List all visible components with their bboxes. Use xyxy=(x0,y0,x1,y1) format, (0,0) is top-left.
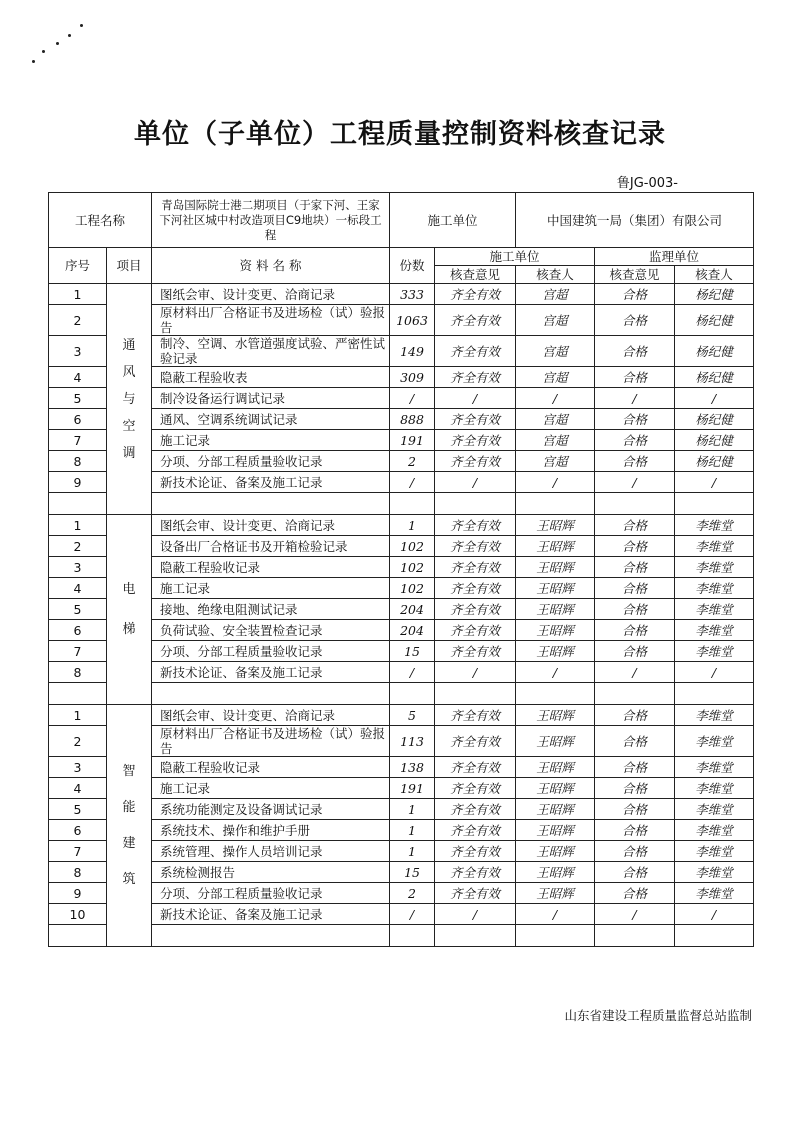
blank-cell xyxy=(49,493,107,515)
blank-row xyxy=(49,493,754,515)
row-contractor-checker: 王昭辉 xyxy=(516,820,595,841)
row-contractor-opinion: 齐全有效 xyxy=(435,820,516,841)
row-contractor-checker: 王昭辉 xyxy=(516,705,595,726)
row-contractor-checker: 王昭辉 xyxy=(516,862,595,883)
row-supervisor-opinion: 合格 xyxy=(595,641,675,662)
row-doc-name: 施工记录 xyxy=(152,578,390,599)
row-doc-name: 负荷试验、安全装置检查记录 xyxy=(152,620,390,641)
row-contractor-checker: / xyxy=(516,904,595,925)
contractor-checker-header: 核查人 xyxy=(516,266,595,284)
row-contractor-opinion: 齐全有效 xyxy=(435,409,516,430)
row-supervisor-checker: 李维堂 xyxy=(675,778,754,799)
row-supervisor-opinion: 合格 xyxy=(595,409,675,430)
row-copies: 113 xyxy=(390,726,435,757)
table-row xyxy=(49,841,754,862)
row-contractor-opinion: 齐全有效 xyxy=(435,757,516,778)
blank-cell xyxy=(516,925,595,947)
table-row xyxy=(49,705,754,726)
row-supervisor-checker: 李维堂 xyxy=(675,557,754,578)
row-seq: 1 xyxy=(49,515,107,536)
table-row xyxy=(49,599,754,620)
row-supervisor-checker: 杨纪健 xyxy=(675,336,754,367)
row-supervisor-opinion: 合格 xyxy=(595,557,675,578)
row-supervisor-opinion: 合格 xyxy=(595,862,675,883)
section-item-text: 通风与空调 xyxy=(122,337,136,461)
table-row xyxy=(49,904,754,925)
row-supervisor-checker: 李维堂 xyxy=(675,820,754,841)
row-supervisor-opinion: 合格 xyxy=(595,305,675,336)
row-doc-name: 系统管理、操作人员培训记录 xyxy=(152,841,390,862)
row-contractor-checker: 王昭辉 xyxy=(516,726,595,757)
col-doc-name-header: 资 料 名 称 xyxy=(152,248,390,284)
supervisor-checker-header: 核查人 xyxy=(675,266,754,284)
row-seq: 7 xyxy=(49,841,107,862)
row-contractor-checker: 王昭辉 xyxy=(516,515,595,536)
row-supervisor-opinion: 合格 xyxy=(595,620,675,641)
table-row xyxy=(49,799,754,820)
row-supervisor-checker: 李维堂 xyxy=(675,841,754,862)
row-supervisor-checker: 杨纪健 xyxy=(675,409,754,430)
row-contractor-opinion: 齐全有效 xyxy=(435,641,516,662)
blank-cell xyxy=(390,683,435,705)
col-copies-header: 份数 xyxy=(390,248,435,284)
table-row xyxy=(49,662,754,683)
row-copies: 1063 xyxy=(390,305,435,336)
table-row xyxy=(49,284,754,305)
row-seq: 4 xyxy=(49,578,107,599)
row-contractor-opinion: 齐全有效 xyxy=(435,536,516,557)
row-supervisor-opinion: 合格 xyxy=(595,778,675,799)
row-doc-name: 图纸会审、设计变更、洽商记录 xyxy=(152,515,390,536)
row-copies: 333 xyxy=(390,284,435,305)
col-item-header: 项目 xyxy=(107,248,152,284)
blank-cell xyxy=(49,925,107,947)
row-contractor-checker: 王昭辉 xyxy=(516,757,595,778)
blank-cell xyxy=(595,683,675,705)
row-copies: 1 xyxy=(390,515,435,536)
row-supervisor-checker: 杨纪健 xyxy=(675,284,754,305)
blank-cell xyxy=(675,683,754,705)
row-copies: 2 xyxy=(390,451,435,472)
row-contractor-opinion: 齐全有效 xyxy=(435,430,516,451)
row-supervisor-checker: 李维堂 xyxy=(675,883,754,904)
blank-cell xyxy=(435,493,516,515)
section-item-text: 智能建筑 xyxy=(122,763,136,887)
row-contractor-checker: 王昭辉 xyxy=(516,778,595,799)
row-supervisor-opinion: / xyxy=(595,388,675,409)
row-supervisor-opinion: 合格 xyxy=(595,799,675,820)
row-supervisor-checker: 李维堂 xyxy=(675,726,754,757)
supervisor-group-header: 监理单位 xyxy=(595,248,754,266)
section-item-text: 电梯 xyxy=(122,581,136,637)
row-seq: 10 xyxy=(49,904,107,925)
table-row xyxy=(49,409,754,430)
row-seq: 7 xyxy=(49,430,107,451)
row-supervisor-opinion: / xyxy=(595,662,675,683)
row-copies: / xyxy=(390,904,435,925)
row-seq: 8 xyxy=(49,451,107,472)
row-doc-name: 系统检测报告 xyxy=(152,862,390,883)
row-contractor-checker: 宫超 xyxy=(516,305,595,336)
construction-unit-label: 施工单位 xyxy=(390,193,516,248)
row-contractor-opinion: / xyxy=(435,388,516,409)
row-seq: 6 xyxy=(49,620,107,641)
row-contractor-checker: 宫超 xyxy=(516,284,595,305)
row-copies: 1 xyxy=(390,841,435,862)
row-seq: 5 xyxy=(49,799,107,820)
row-contractor-opinion: / xyxy=(435,904,516,925)
row-supervisor-opinion: 合格 xyxy=(595,757,675,778)
blank-row xyxy=(49,925,754,947)
row-copies: 149 xyxy=(390,336,435,367)
contractor-opinion-header: 核查意见 xyxy=(435,266,516,284)
row-doc-name: 图纸会审、设计变更、洽商记录 xyxy=(152,705,390,726)
row-contractor-checker: 王昭辉 xyxy=(516,883,595,904)
row-doc-name: 分项、分部工程质量验收记录 xyxy=(152,641,390,662)
project-name-value: 青岛国际院士港二期项目（于家下河、王家下河社区城中村改造项目C9地块）一标段工程 xyxy=(152,193,390,248)
table-row xyxy=(49,367,754,388)
row-contractor-opinion: 齐全有效 xyxy=(435,367,516,388)
section-item-label xyxy=(107,284,152,515)
row-doc-name: 原材料出厂合格证书及进场检（试）验报告 xyxy=(152,305,390,336)
row-seq: 5 xyxy=(49,388,107,409)
table-row xyxy=(49,451,754,472)
table-row xyxy=(49,757,754,778)
row-doc-name: 图纸会审、设计变更、洽商记录 xyxy=(152,284,390,305)
inspection-table xyxy=(48,192,754,947)
row-supervisor-checker: 李维堂 xyxy=(675,620,754,641)
blank-cell xyxy=(516,683,595,705)
row-doc-name: 系统功能测定及设备调试记录 xyxy=(152,799,390,820)
row-contractor-checker: 王昭辉 xyxy=(516,536,595,557)
row-supervisor-checker: 杨纪健 xyxy=(675,451,754,472)
row-doc-name: 原材料出厂合格证书及进场检（试）验报告 xyxy=(152,726,390,757)
row-supervisor-checker: 李维堂 xyxy=(675,799,754,820)
row-supervisor-opinion: 合格 xyxy=(595,336,675,367)
row-supervisor-opinion: / xyxy=(595,472,675,493)
row-doc-name: 隐蔽工程验收记录 xyxy=(152,757,390,778)
row-supervisor-opinion: 合格 xyxy=(595,536,675,557)
row-supervisor-opinion: 合格 xyxy=(595,820,675,841)
blank-cell xyxy=(152,683,390,705)
row-seq: 4 xyxy=(49,778,107,799)
contractor-group-header: 施工单位 xyxy=(435,248,595,266)
row-supervisor-checker: 李维堂 xyxy=(675,515,754,536)
row-copies: 15 xyxy=(390,862,435,883)
blank-cell xyxy=(675,925,754,947)
row-seq: 9 xyxy=(49,883,107,904)
construction-unit-value: 中国建筑一局（集团）有限公司 xyxy=(516,193,754,248)
row-contractor-opinion: 齐全有效 xyxy=(435,620,516,641)
row-contractor-checker: / xyxy=(516,388,595,409)
row-supervisor-checker: 李维堂 xyxy=(675,757,754,778)
table-row xyxy=(49,883,754,904)
row-supervisor-checker: 杨纪健 xyxy=(675,367,754,388)
row-doc-name: 施工记录 xyxy=(152,430,390,451)
blank-cell xyxy=(435,683,516,705)
row-supervisor-opinion: 合格 xyxy=(595,367,675,388)
row-contractor-opinion: 齐全有效 xyxy=(435,778,516,799)
table-row xyxy=(49,778,754,799)
blank-cell xyxy=(152,925,390,947)
table-row xyxy=(49,515,754,536)
blank-cell xyxy=(152,493,390,515)
row-supervisor-checker: 李维堂 xyxy=(675,641,754,662)
row-contractor-checker: 王昭辉 xyxy=(516,599,595,620)
row-copies: 888 xyxy=(390,409,435,430)
row-contractor-opinion: 齐全有效 xyxy=(435,578,516,599)
row-contractor-checker: 王昭辉 xyxy=(516,799,595,820)
row-seq: 8 xyxy=(49,662,107,683)
row-supervisor-checker: 李维堂 xyxy=(675,536,754,557)
row-contractor-checker: 宫超 xyxy=(516,409,595,430)
row-seq: 4 xyxy=(49,367,107,388)
row-supervisor-opinion: 合格 xyxy=(595,841,675,862)
row-supervisor-opinion: 合格 xyxy=(595,883,675,904)
blank-cell xyxy=(390,925,435,947)
row-contractor-checker: 宫超 xyxy=(516,336,595,367)
row-supervisor-checker: / xyxy=(675,904,754,925)
row-copies: 309 xyxy=(390,367,435,388)
row-contractor-opinion: 齐全有效 xyxy=(435,284,516,305)
table-row xyxy=(49,578,754,599)
blank-cell xyxy=(675,493,754,515)
table-row xyxy=(49,726,754,757)
row-copies: 5 xyxy=(390,705,435,726)
row-seq: 1 xyxy=(49,284,107,305)
row-doc-name: 制冷设备运行调试记录 xyxy=(152,388,390,409)
table-row xyxy=(49,641,754,662)
row-doc-name: 制冷、空调、水管道强度试验、严密性试验记录 xyxy=(152,336,390,367)
row-supervisor-opinion: 合格 xyxy=(595,705,675,726)
row-contractor-opinion: 齐全有效 xyxy=(435,515,516,536)
row-contractor-opinion: 齐全有效 xyxy=(435,862,516,883)
table-row xyxy=(49,305,754,336)
row-seq: 2 xyxy=(49,536,107,557)
row-supervisor-checker: 李维堂 xyxy=(675,862,754,883)
row-seq: 9 xyxy=(49,472,107,493)
col-seq-header: 序号 xyxy=(49,248,107,284)
row-contractor-checker: 王昭辉 xyxy=(516,557,595,578)
row-contractor-checker: 王昭辉 xyxy=(516,620,595,641)
row-seq: 3 xyxy=(49,557,107,578)
page-title: 单位（子单位）工程质量控制资料核查记录 xyxy=(134,119,666,150)
row-copies: 191 xyxy=(390,778,435,799)
row-copies: / xyxy=(390,472,435,493)
row-contractor-checker: 王昭辉 xyxy=(516,841,595,862)
row-doc-name: 通风、空调系统调试记录 xyxy=(152,409,390,430)
row-doc-name: 施工记录 xyxy=(152,778,390,799)
row-supervisor-checker: / xyxy=(675,662,754,683)
blank-row xyxy=(49,683,754,705)
row-copies: 191 xyxy=(390,430,435,451)
row-copies: 15 xyxy=(390,641,435,662)
row-supervisor-checker: / xyxy=(675,472,754,493)
row-doc-name: 新技术论证、备案及施工记录 xyxy=(152,904,390,925)
row-seq: 3 xyxy=(49,336,107,367)
blank-cell xyxy=(595,493,675,515)
row-copies: / xyxy=(390,662,435,683)
row-doc-name: 新技术论证、备案及施工记录 xyxy=(152,472,390,493)
blank-cell xyxy=(435,925,516,947)
row-doc-name: 设备出厂合格证书及开箱检验记录 xyxy=(152,536,390,557)
row-seq: 3 xyxy=(49,757,107,778)
row-doc-name: 系统技术、操作和维护手册 xyxy=(152,820,390,841)
blank-cell xyxy=(595,925,675,947)
row-copies: 2 xyxy=(390,883,435,904)
footer-issuer: 山东省建设工程质量监督总站监制 xyxy=(564,1008,752,1023)
row-contractor-opinion: 齐全有效 xyxy=(435,799,516,820)
row-seq: 6 xyxy=(49,409,107,430)
table-row xyxy=(49,862,754,883)
row-copies: 102 xyxy=(390,578,435,599)
table-row xyxy=(49,557,754,578)
row-contractor-opinion: / xyxy=(435,472,516,493)
row-copies: 102 xyxy=(390,536,435,557)
row-contractor-checker: 宫超 xyxy=(516,430,595,451)
row-contractor-opinion: 齐全有效 xyxy=(435,883,516,904)
row-contractor-opinion: 齐全有效 xyxy=(435,557,516,578)
row-supervisor-opinion: 合格 xyxy=(595,430,675,451)
row-contractor-opinion: 齐全有效 xyxy=(435,336,516,367)
row-copies: / xyxy=(390,388,435,409)
row-supervisor-checker: 杨纪健 xyxy=(675,305,754,336)
form-code: 鲁JG-003- xyxy=(616,176,678,191)
row-contractor-opinion: 齐全有效 xyxy=(435,705,516,726)
row-supervisor-opinion: 合格 xyxy=(595,515,675,536)
supervisor-opinion-header: 核查意见 xyxy=(595,266,675,284)
row-doc-name: 分项、分部工程质量验收记录 xyxy=(152,883,390,904)
row-supervisor-checker: 李维堂 xyxy=(675,599,754,620)
table-row xyxy=(49,620,754,641)
row-supervisor-opinion: 合格 xyxy=(595,451,675,472)
row-seq: 7 xyxy=(49,641,107,662)
row-contractor-opinion: 齐全有效 xyxy=(435,726,516,757)
row-seq: 1 xyxy=(49,705,107,726)
row-contractor-opinion: 齐全有效 xyxy=(435,599,516,620)
row-seq: 2 xyxy=(49,305,107,336)
row-supervisor-checker: / xyxy=(675,388,754,409)
row-supervisor-checker: 李维堂 xyxy=(675,705,754,726)
blank-cell xyxy=(49,683,107,705)
row-seq: 5 xyxy=(49,599,107,620)
table-row xyxy=(49,472,754,493)
row-contractor-opinion: 齐全有效 xyxy=(435,451,516,472)
row-copies: 1 xyxy=(390,820,435,841)
blank-cell xyxy=(516,493,595,515)
row-contractor-checker: 王昭辉 xyxy=(516,641,595,662)
row-copies: 1 xyxy=(390,799,435,820)
row-supervisor-opinion: 合格 xyxy=(595,578,675,599)
row-contractor-checker: / xyxy=(516,662,595,683)
row-supervisor-opinion: 合格 xyxy=(595,599,675,620)
scan-specks xyxy=(28,22,98,72)
row-supervisor-opinion: 合格 xyxy=(595,284,675,305)
row-doc-name: 接地、绝缘电阻测试记录 xyxy=(152,599,390,620)
row-seq: 2 xyxy=(49,726,107,757)
row-supervisor-opinion: / xyxy=(595,904,675,925)
row-doc-name: 新技术论证、备案及施工记录 xyxy=(152,662,390,683)
row-copies: 138 xyxy=(390,757,435,778)
row-copies: 204 xyxy=(390,620,435,641)
row-contractor-checker: 宫超 xyxy=(516,451,595,472)
table-row xyxy=(49,336,754,367)
blank-cell xyxy=(390,493,435,515)
row-contractor-opinion: 齐全有效 xyxy=(435,841,516,862)
table-row xyxy=(49,388,754,409)
row-doc-name: 隐蔽工程验收记录 xyxy=(152,557,390,578)
row-supervisor-checker: 李维堂 xyxy=(675,578,754,599)
row-seq: 8 xyxy=(49,862,107,883)
row-doc-name: 分项、分部工程质量验收记录 xyxy=(152,451,390,472)
row-copies: 102 xyxy=(390,557,435,578)
row-contractor-opinion: / xyxy=(435,662,516,683)
row-contractor-checker: 宫超 xyxy=(516,367,595,388)
row-supervisor-checker: 杨纪健 xyxy=(675,430,754,451)
project-name-label: 工程名称 xyxy=(49,193,152,248)
table-row xyxy=(49,536,754,557)
table-row xyxy=(49,430,754,451)
row-doc-name: 隐蔽工程验收表 xyxy=(152,367,390,388)
row-supervisor-opinion: 合格 xyxy=(595,726,675,757)
row-contractor-checker: / xyxy=(516,472,595,493)
row-copies: 204 xyxy=(390,599,435,620)
row-seq: 6 xyxy=(49,820,107,841)
section-item-label xyxy=(107,515,152,705)
row-contractor-checker: 王昭辉 xyxy=(516,578,595,599)
row-contractor-opinion: 齐全有效 xyxy=(435,305,516,336)
table-row xyxy=(49,820,754,841)
section-item-label xyxy=(107,705,152,947)
